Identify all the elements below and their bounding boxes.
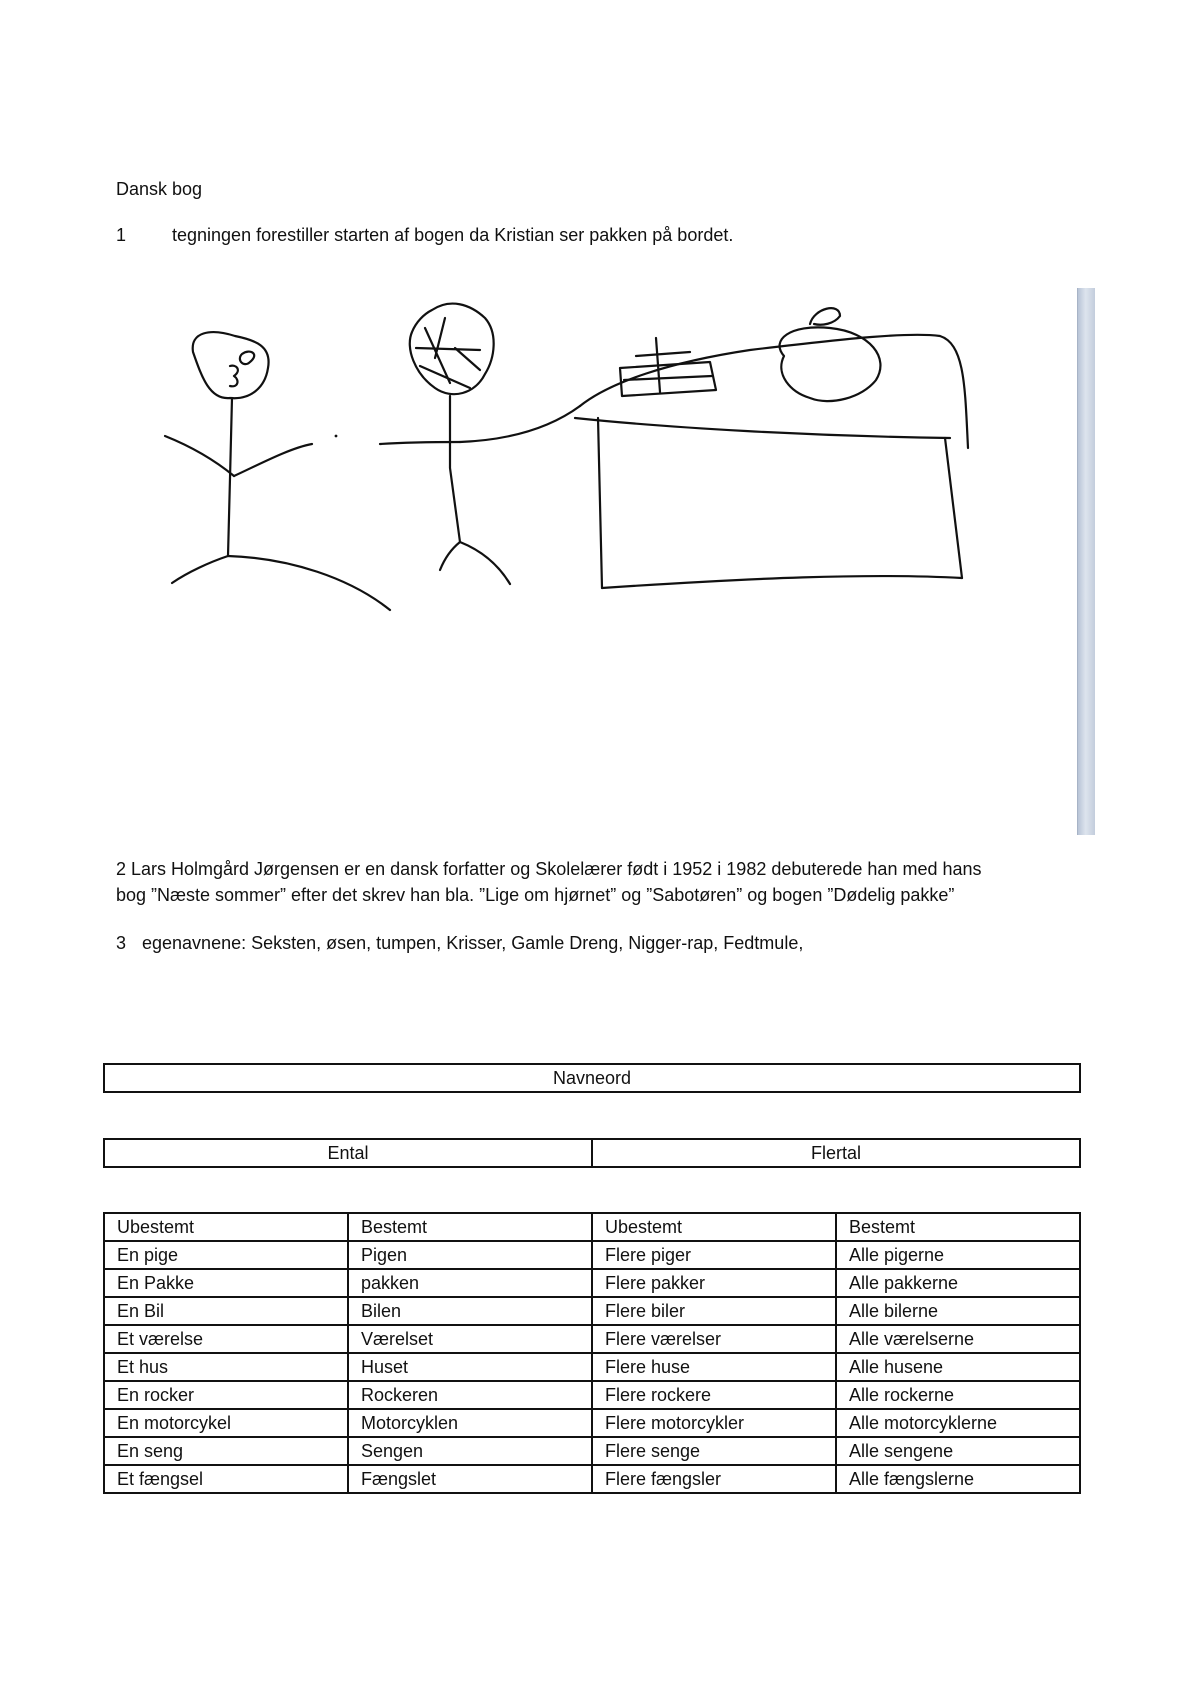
- cell-singular-definite: Fængslet: [348, 1465, 592, 1493]
- table-row: [104, 1297, 1080, 1325]
- cell-singular-definite: Værelset: [348, 1325, 592, 1353]
- cell-singular-indefinite: En pige: [104, 1241, 348, 1269]
- table-row: [104, 1409, 1080, 1437]
- cell-plural-indefinite: Flere værelser: [592, 1325, 836, 1353]
- cell-singular-indefinite: En Pakke: [104, 1269, 348, 1297]
- stick-figure-drawing: [150, 288, 1100, 838]
- cell-singular-definite: Pigen: [348, 1241, 592, 1269]
- table-row: [104, 1353, 1080, 1381]
- cell-singular-definite: Rockeren: [348, 1381, 592, 1409]
- cell-plural-definite: Alle fængslerne: [836, 1465, 1080, 1493]
- cell-singular-indefinite: En seng: [104, 1437, 348, 1465]
- middle-stick-figure: [380, 304, 580, 584]
- cell-plural-definite: Alle pakkerne: [836, 1269, 1080, 1297]
- item-3-text: egenavnene: Seksten, øsen, tumpen, Krisser, Gamle Dreng, Nigger-rap, Fedtmule,: [142, 933, 804, 953]
- cell-singular-indefinite: En rocker: [104, 1381, 348, 1409]
- nouns-title-table: [103, 1063, 1081, 1093]
- cell-singular-indefinite: En Bil: [104, 1297, 348, 1325]
- cell-plural-definite: Alle bilerne: [836, 1297, 1080, 1325]
- item-2-line-2: bog ”Næste sommer” efter det skrev han bla. ”Lige om hjørnet” og ”Sabotøren” og bogen ”Dødelig pakke”: [116, 885, 955, 905]
- cell-singular-definite: Motorcyklen: [348, 1409, 592, 1437]
- cell-plural-indefinite: Flere rockere: [592, 1381, 836, 1409]
- item-3: [116, 930, 803, 956]
- cell-plural-indefinite: Flere pakker: [592, 1269, 836, 1297]
- cell-plural-definite: Alle husene: [836, 1353, 1080, 1381]
- cell-singular-indefinite: En motorcykel: [104, 1409, 348, 1437]
- header-singular-definite: Bestemt: [348, 1213, 592, 1241]
- table-row: [104, 1325, 1080, 1353]
- cell-singular-indefinite: Et fængsel: [104, 1465, 348, 1493]
- item-1-number: 1: [116, 225, 127, 245]
- item-2-line-1: 2 Lars Holmgård Jørgensen er en dansk forfatter og Skolelærer født i 1952 i 1982 debuterede han med hans: [116, 859, 982, 879]
- cell-singular-indefinite: Et værelse: [104, 1325, 348, 1353]
- cell-plural-definite: Alle sengene: [836, 1437, 1080, 1465]
- noun-forms-table: [103, 1212, 1081, 1494]
- cell-plural-indefinite: Flere senge: [592, 1437, 836, 1465]
- cell-plural-indefinite: Flere fængsler: [592, 1465, 836, 1493]
- item-3-number: 3: [116, 933, 127, 953]
- group-plural: Flertal: [592, 1139, 1080, 1167]
- header-plural-indefinite: Ubestemt: [592, 1213, 836, 1241]
- table-row: [104, 1241, 1080, 1269]
- nouns-title-cell: Navneord: [104, 1064, 1080, 1092]
- cell-singular-definite: Bilen: [348, 1297, 592, 1325]
- cell-singular-indefinite: Et hus: [104, 1353, 348, 1381]
- table-with-package: [575, 308, 968, 588]
- cell-plural-indefinite: Flere motorcykler: [592, 1409, 836, 1437]
- cell-plural-definite: Alle værelserne: [836, 1325, 1080, 1353]
- cell-singular-definite: Sengen: [348, 1437, 592, 1465]
- cell-plural-indefinite: Flere biler: [592, 1297, 836, 1325]
- table-row: [104, 1465, 1080, 1493]
- cell-singular-definite: pakken: [348, 1269, 592, 1297]
- item-1-text: tegningen forestiller starten af bogen da Kristian ser pakken på bordet.: [172, 225, 734, 245]
- table-row: [104, 1437, 1080, 1465]
- cell-plural-definite: Alle motorcyklerne: [836, 1409, 1080, 1437]
- group-singular: Ental: [104, 1139, 592, 1167]
- table-row: [104, 1381, 1080, 1409]
- header-singular-indefinite: Ubestemt: [104, 1213, 348, 1241]
- cell-plural-indefinite: Flere huse: [592, 1353, 836, 1381]
- cell-plural-definite: Alle pigerne: [836, 1241, 1080, 1269]
- table-header-row: [104, 1213, 1080, 1241]
- item-1: [116, 222, 733, 248]
- vertical-scrollbar[interactable]: [1077, 288, 1095, 835]
- header-plural-definite: Bestemt: [836, 1213, 1080, 1241]
- table-row: [104, 1269, 1080, 1297]
- left-stick-figure: [165, 332, 390, 610]
- document-title: Dansk bog: [116, 179, 203, 199]
- number-groups-table: [103, 1138, 1081, 1168]
- cell-plural-definite: Alle rockerne: [836, 1381, 1080, 1409]
- cell-plural-indefinite: Flere piger: [592, 1241, 836, 1269]
- cell-singular-definite: Huset: [348, 1353, 592, 1381]
